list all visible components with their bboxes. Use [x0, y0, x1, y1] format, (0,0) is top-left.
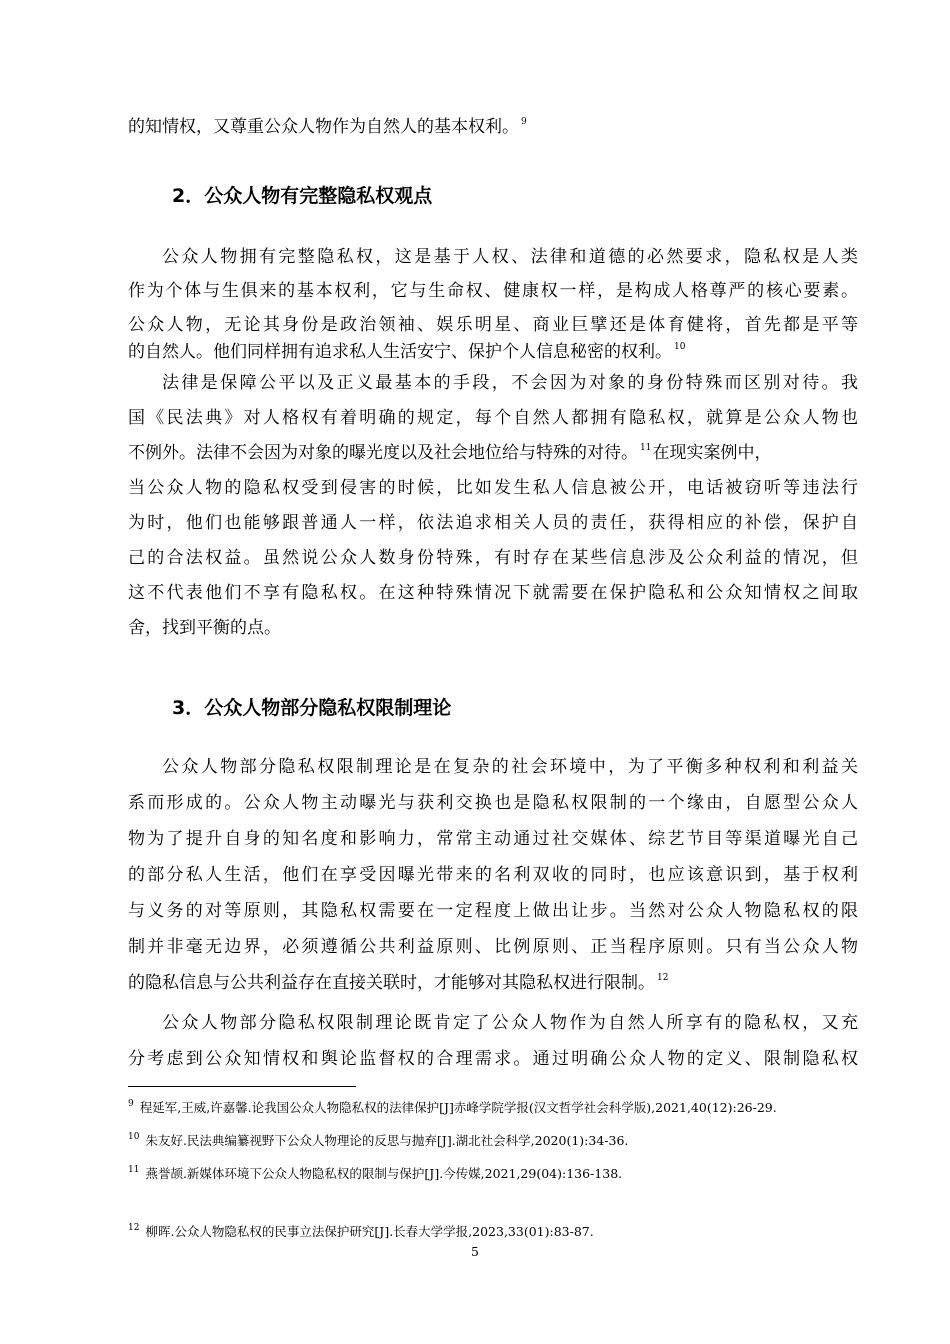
paragraph-line: 的部分私人生活，他们在享受因曝光带来的名利双收的同时，也应该意识到，基于权利: [128, 865, 858, 885]
paragraph-line: 的隐私信息与公共利益存在直接关联时，才能够对其隐私权进行限制。 $^{12}$: [128, 973, 669, 993]
footnote-number: 9: [128, 1099, 134, 1109]
footnote: $^{11}$ 燕誉颉.新媒体环境下公众人物隐私权的限制与保护[J].今传媒,2021,29(04):136-138.: [128, 1165, 623, 1181]
paragraph-line: 物为了提升自身的知名度和影响力，常常主动通过社交媒体、综艺节目等渠道曝光自己: [128, 829, 858, 849]
paragraph-line: 公众人物部分隐私权限制理论既肯定了公众人物作为自然人所享有的隐私权，又充: [162, 1013, 858, 1033]
footnote-number: 10: [128, 1132, 140, 1142]
footnote-number: 12: [128, 1223, 140, 1233]
section-heading-2: 2．公众人物有完整隐私权观点: [172, 185, 433, 207]
paragraph-line: 为时，他们也能够跟普通人一样，依法追求相关人员的责任，获得相应的补偿，保护自: [128, 513, 858, 533]
paragraph-line: 的知情权，又尊重公众人物作为自然人的基本权利。 $^9$: [128, 117, 527, 137]
paragraph-line: 的自然人。他们同样拥有追求私人生活安宁、保护个人信息秘密的权利。 $^{10}$: [128, 342, 686, 362]
paragraph-line: 法律是保障公平以及正义最基本的手段，不会因为对象的身份特殊而区别对待。我: [162, 373, 858, 393]
footnote-ref[interactable]: 9: [521, 117, 527, 127]
footnote-number: 11: [128, 1165, 140, 1175]
footnote-ref[interactable]: 12: [657, 973, 669, 983]
page-number: 5: [471, 1244, 479, 1259]
paragraph-line: 与义务的对等原则，其隐私权需要在一定程度上做出让步。当然对公众人物隐私权的限: [128, 901, 858, 921]
footnote: $^{12}$ 柳晖.公众人物隐私权的民事立法保护研究[J].长春大学学报,2023,33(01):83-87.: [128, 1223, 594, 1239]
paragraph-line: 公众人物，无论其身份是政治领袖、娱乐明星、商业巨擘还是体育健将，首先都是平等: [128, 315, 858, 335]
paragraph-line: 当公众人物的隐私权受到侵害的时候，比如发生私人信息被公开，电话被窃听等违法行: [128, 478, 858, 498]
footnote-ref[interactable]: 11: [640, 443, 652, 453]
paragraph-line: 公众人物部分隐私权限制理论是在复杂的社会环境中，为了平衡多种权利和利益关: [162, 757, 858, 777]
text-column: [128, 0, 858, 1344]
paragraph-line: 国《民法典》对人格权有着明确的规定，每个自然人都拥有隐私权，就算是公众人物也: [128, 408, 858, 428]
paragraph-line: 作为个体与生俱来的基本权利，它与生命权、健康权一样，是构成人格尊严的核心要素。: [128, 281, 858, 301]
paragraph-line: 制并非毫无边界，必须遵循公共利益原则、比例原则、正当程序原则。只有当公众人物: [128, 937, 858, 957]
paragraph-line: 分考虑到公众知情权和舆论监督权的合理需求。通过明确公众人物的定义、限制隐私权: [128, 1049, 858, 1069]
footnote: $^9$ 程延军,王威,许嘉馨.论我国公众人物隐私权的法律保护[J]赤峰学院学报(汉文哲学社会科学版),2021,40(12):26-29.: [128, 1099, 777, 1115]
paragraph-line: 不例外。法律不会因为对象的曝光度以及社会地位给与特殊的对待。 $^{11}$在现实案例中，: [128, 443, 772, 463]
paragraph-line: 公众人物拥有完整隐私权，这是基于人权、法律和道德的必然要求，隐私权是人类: [162, 247, 858, 267]
paragraph-line: 舍，找到平衡的点。: [128, 618, 281, 638]
paragraph-line: 系而形成的。公众人物主动曝光与获利交换也是隐私权限制的一个缘由，自愿型公众人: [128, 793, 858, 813]
footnote-separator: [128, 1086, 356, 1087]
paragraph-line: 己的合法权益。虽然说公众人数身份特殊，有时存在某些信息涉及公众利益的情况，但: [128, 548, 858, 568]
section-heading-3: 3．公众人物部分隐私权限制理论: [172, 697, 452, 719]
footnote: $^{10}$ 朱友好.民法典编纂视野下公众人物理论的反思与抛弃[J].湖北社会科学,2020(1):34-36.: [128, 1132, 629, 1148]
footnote-ref[interactable]: 10: [674, 342, 686, 352]
paragraph-line: 这不代表他们不享有隐私权。在这种特殊情况下就需要在保护隐私和公众知情权之间取: [128, 583, 858, 603]
